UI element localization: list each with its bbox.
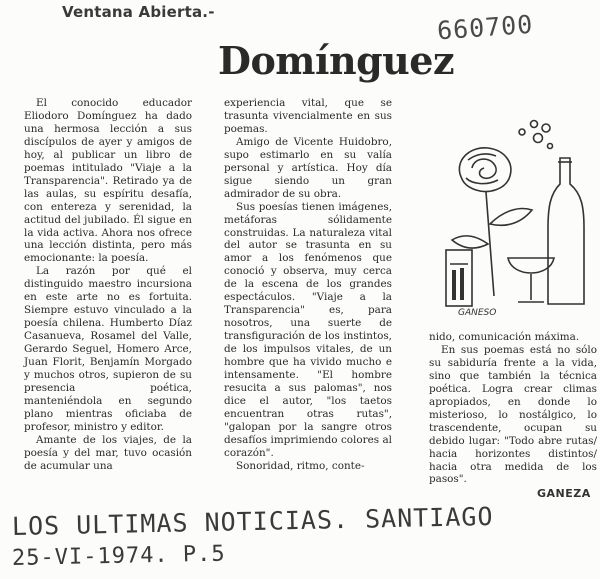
article-column-3 bbox=[429, 331, 597, 486]
section-heading: Ventana Abierta.- bbox=[62, 3, 215, 21]
paragraph: Amigo de Vicente Huidobro, supo estimarlo en su valía personal y artística. Hoy día sigue siendo un gran admirador de su obra. bbox=[224, 135, 392, 200]
paragraph: Amante de los viajes, de la poesía y del mar, tuvo ocasión de acumular una bbox=[24, 433, 192, 472]
paragraph: El conocido educador Eliodoro Domínguez ha dado una hermosa lección a sus discípulos de ayer y amigos de hoy, al publicar un libro de poemas intitulado "Viaje a la Transparencia". Retirado ya de las aulas, su espíritu desafía, con entereza y serenidad, la actitud del jubilado. Él sigue en la vida activa. Ahora nos ofrece una lección distinta, pero más emocionante: la poesía. bbox=[24, 97, 192, 265]
article-column-2 bbox=[224, 97, 392, 473]
paragraph: La razón por qué el distinguido maestro incursiona en este arte no es fortuita. Siempre estuvo vinculado a la poesía chilena. Humberto Díaz Casanueva, Rosamel del Valle, Gerardo Seguel, Homero Arce, Juan Florit, Benjamín Morgado y muchos otros, supieron de su presencia poética, manteniéndola en segundo plano mientras oficiaba de profesor, ministro y editor. bbox=[24, 265, 192, 433]
paragraph: Sus poesías tienen imágenes, metáforas sólidamente construidas. La naturaleza vital del autor se trasunta en su amor a los fenómenos que conoció y observa, muy cerca de la escena de los grandes espectáculos. "Viaje a la Transparencia" es, para nosotros, una suerte de transfiguración de los instintos, de los impulsos vitales, de un hombre que ha vivido mucho e intensamente. "El hombre resucita a sus palomas", nos dice el autor, "los taetos encuentran otras rutas", "galopan por la sangre otros desafíos imprimiendo colores al corazón". bbox=[224, 200, 392, 459]
paragraph: experiencia vital, que se trasunta vivencialmente en sus poemas. bbox=[224, 97, 392, 135]
article-title: Domínguez bbox=[218, 38, 455, 83]
handwritten-date-note: 25-VI-1974. P.5 bbox=[11, 541, 226, 571]
handwritten-source-note: LOS ULTIMAS NOTICIAS. SANTIAGO bbox=[11, 501, 494, 541]
paragraph: nido, comunicación máxima. bbox=[429, 331, 580, 343]
paragraph: En sus poemas está no sólo su sabiduría frente a la vida, sino que también la técnica poética. Logra crear climas apropiados, en donde lo misterioso, lo nostálgico, lo trascendente, ocupan su debido lugar: "Todo abre rutas/ hacia horizontes distintos/ hacia otra medida de los pasos". bbox=[429, 343, 597, 486]
paragraph: Sonoridad, ritmo, conte- bbox=[236, 459, 365, 472]
illustrator-signature: GANESO bbox=[458, 308, 497, 318]
archive-reference-number: 660700 bbox=[436, 9, 535, 46]
author-signature: GANEZA bbox=[537, 487, 591, 500]
article-column-1 bbox=[24, 97, 192, 473]
rose-and-wine-illustration bbox=[438, 118, 598, 318]
